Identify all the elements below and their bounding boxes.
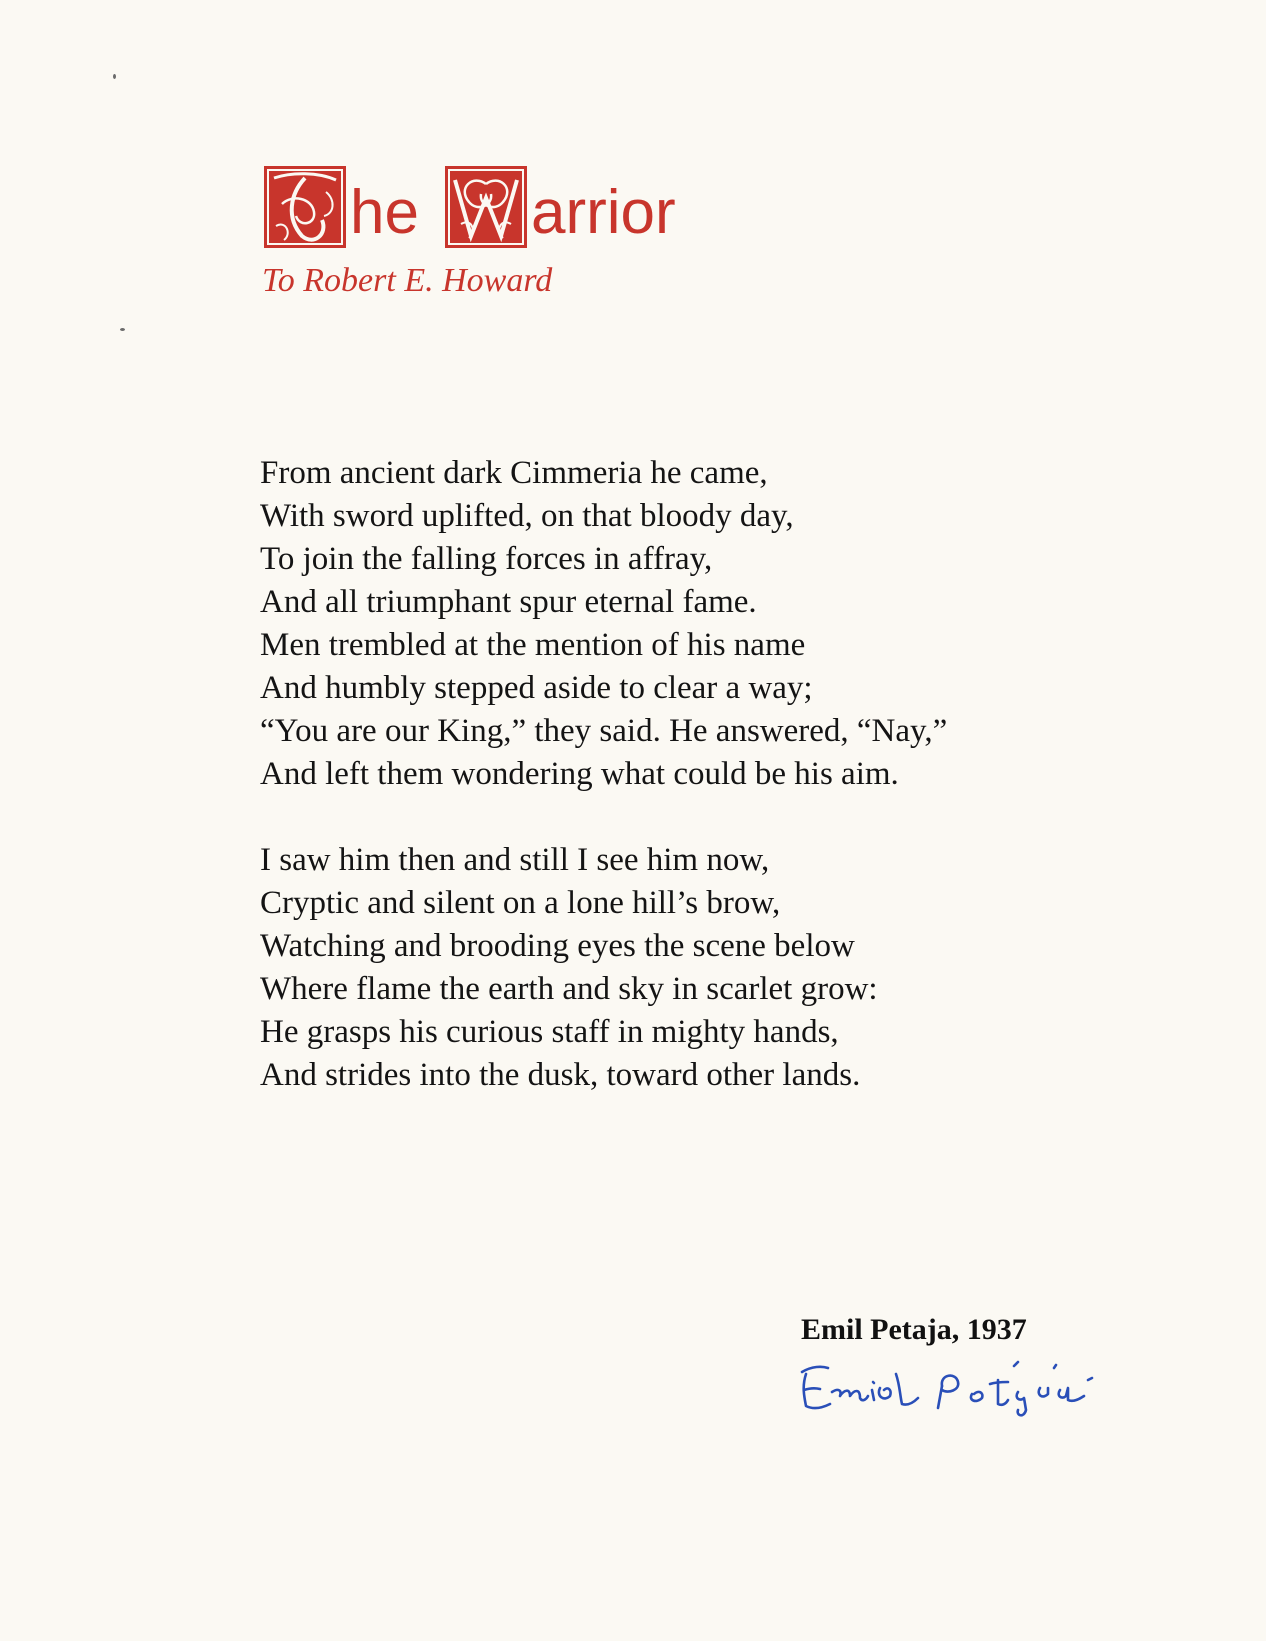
dust-speck <box>120 328 125 331</box>
poem-line: Where flame the earth and sky in scarlet grow: <box>260 971 878 1007</box>
dedication: To Robert E. Howard <box>262 262 553 299</box>
poem-line: With sword uplifted, on that bloody day, <box>260 498 794 534</box>
poem-line: And all triumphant spur eternal fame. <box>260 584 757 620</box>
illuminated-initial-t <box>262 164 348 250</box>
poem-line: Men trembled at the mention of his name <box>260 627 806 663</box>
poem-title <box>262 150 676 250</box>
poem-line: He grasps his curious staff in mighty hands, <box>260 1014 839 1050</box>
poem-body <box>260 452 947 1097</box>
poem-line: “You are our King,” they said. He answered, “Nay,” <box>260 713 948 749</box>
stanza-1 <box>260 452 947 796</box>
poem-line: And strides into the dusk, toward other lands. <box>260 1057 861 1093</box>
title-part-2: arrior <box>530 178 676 247</box>
dust-speck <box>113 74 116 79</box>
poem-line: And humbly stepped aside to clear a way; <box>260 670 813 706</box>
poem-line: I saw him then and still I see him now, <box>260 842 770 878</box>
handwritten-signature <box>792 1352 1152 1422</box>
author-byline: Emil Petaja, 1937 <box>801 1313 1027 1346</box>
illuminated-initial-w <box>443 164 529 250</box>
poem-line: Cryptic and silent on a lone hill’s brow, <box>260 885 781 921</box>
stanza-2 <box>260 839 947 1097</box>
poem-line: And left them wondering what could be his aim. <box>260 756 899 792</box>
title-part-1: he <box>350 178 419 247</box>
poem-line: From ancient dark Cimmeria he came, <box>260 455 768 491</box>
poem-line: Watching and brooding eyes the scene below <box>260 928 855 964</box>
poem-line: To join the falling forces in affray, <box>260 541 713 577</box>
